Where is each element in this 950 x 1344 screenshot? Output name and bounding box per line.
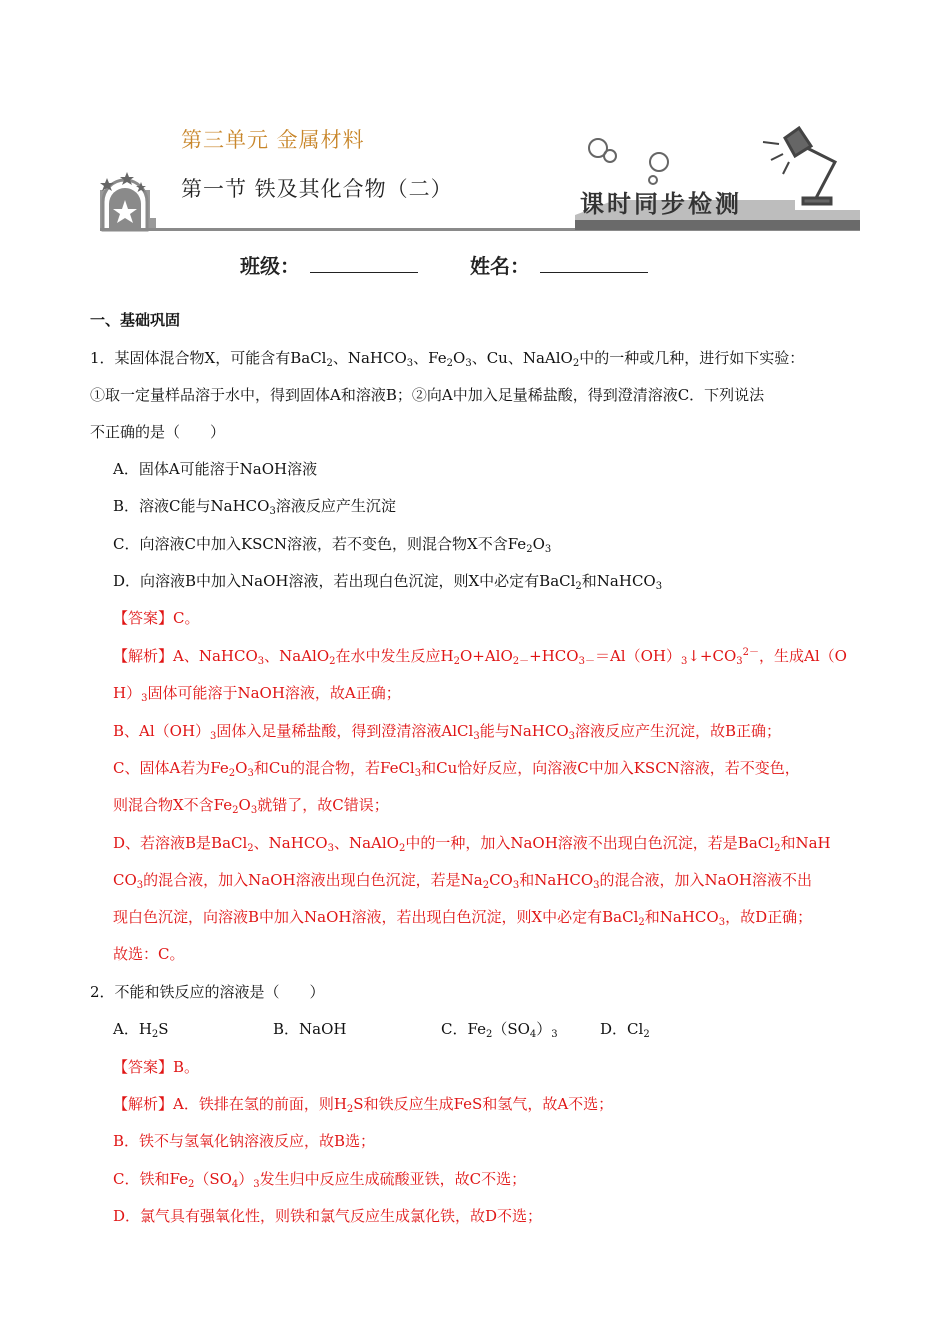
- q1-explanation-line1: 【解析】A、NaHCO$_3$、NaAlO$_2$在水中发生反应$H_2O+AlO_{2-}+HCO_{3-}=Al(OH)_3↓+CO_3^{2-}$，生成Al（O: [113, 647, 847, 667]
- q2-explanation-line4: D．氯气具有强氧化性，则铁和氯气反应生成氯化铁，故D不选；: [113, 1207, 543, 1225]
- q2-explanation-line3: C．铁和$Fe_2(SO_4)_3$发生归中反应生成硫酸亚铁，故C不选；: [113, 1170, 527, 1190]
- q2-answer: 【答案】B。: [113, 1058, 200, 1076]
- q1-stem-line3: 不正确的是（ ）: [90, 423, 226, 441]
- q1-explanation-line3: B、$Al(OH)_3$固体入足量稀盐酸，得到澄清溶液AlCl$_3$能与NaHCO$_3$溶液反应产生沉淀，故B正确；: [113, 722, 782, 742]
- q1-explanation-line6: D、若溶液B是BaCl$_2$、NaHCO$_3$、NaAlO$_2$中的一种，加入NaOH溶液不出现白色沉淀，若是BaCl$_2$和NaH: [113, 834, 831, 854]
- q1-explanation-line2: $H)_3$固体可能溶于NaOH溶液，故A正确；: [113, 684, 401, 704]
- q1-answer: 【答案】C。: [113, 609, 200, 627]
- q2-option-b: B．NaOH: [273, 1020, 347, 1038]
- banner-text: 课时同步检测: [580, 189, 742, 218]
- q1-explanation-line7: $CO_3$的混合液，加入NaOH溶液出现白色沉淀，若是$Na_2CO_3$和NaHCO$_3$的混合液，加入NaOH溶液不出: [113, 871, 812, 891]
- q1-option-b: B．溶液C能与NaHCO$_3$溶液反应产生沉淀: [113, 497, 396, 517]
- q1-explanation-line8: 现白色沉淀，向溶液B中加入NaOH溶液，若出现白色沉淀，则X中必定有BaCl$_2$和NaHCO$_3$，故D正确；: [113, 908, 813, 928]
- name-label: 姓名：: [470, 254, 530, 278]
- q1-explanation-line9: 故选：C。: [113, 945, 185, 963]
- q2-explanation-line1: 【解析】A．铁排在氢的前面，则$H_2S$和铁反应生成FeS和氢气，故A不选；: [113, 1095, 614, 1115]
- q1-explanation-line5: 则混合物X不含$Fe_2O_3$就错了，故C错误；: [113, 796, 389, 816]
- q1-option-d: D．向溶液B中加入NaOH溶液，若出现白色沉淀，则X中必定有BaCl$_2$和NaHCO$_3$: [113, 572, 663, 592]
- q2-stem: 2．不能和铁反应的溶液是（ ）: [90, 983, 325, 1001]
- class-label: 班级：: [240, 254, 300, 278]
- unit-title: 第三单元 金属材料: [181, 128, 365, 152]
- document-body: [90, 0, 880, 1344]
- q2-option-a: A．$H_2S$: [113, 1020, 169, 1040]
- section-title: 第一节 铁及其化合物（二）: [181, 177, 453, 201]
- q1-stem-line2: ①取一定量样品溶于水中，得到固体A和溶液B；②向A中加入足量稀盐酸，得到澄清溶液C．下列说法: [90, 386, 765, 404]
- q1-option-c: C．向溶液C中加入KSCN溶液，若不变色，则混合物X不含$Fe_2O_3$: [113, 535, 552, 555]
- q2-explanation-line2: B．铁不与氢氧化钠溶液反应，故B选；: [113, 1132, 376, 1150]
- part1-heading: 一、基础巩固: [90, 311, 181, 329]
- q2-option-c: C．$Fe_2(SO_4)_3$: [441, 1020, 558, 1040]
- q1-option-a: A．固体A可能溶于NaOH溶液: [113, 460, 318, 478]
- q2-option-d: D．$Cl_2$: [600, 1020, 650, 1040]
- q1-explanation-line4: C、固体A若为$Fe_2O_3$和Cu的混合物，若FeCl$_3$和Cu恰好反应，向溶液C中加入KSCN溶液，若不变色，: [113, 759, 800, 779]
- q1-stem-line1: 1．某固体混合物X，可能含有BaCl$_2$、NaHCO$_3$、$Fe_2O_3$、Cu、NaAlO$_2$中的一种或几种，进行如下实验：: [90, 349, 805, 369]
